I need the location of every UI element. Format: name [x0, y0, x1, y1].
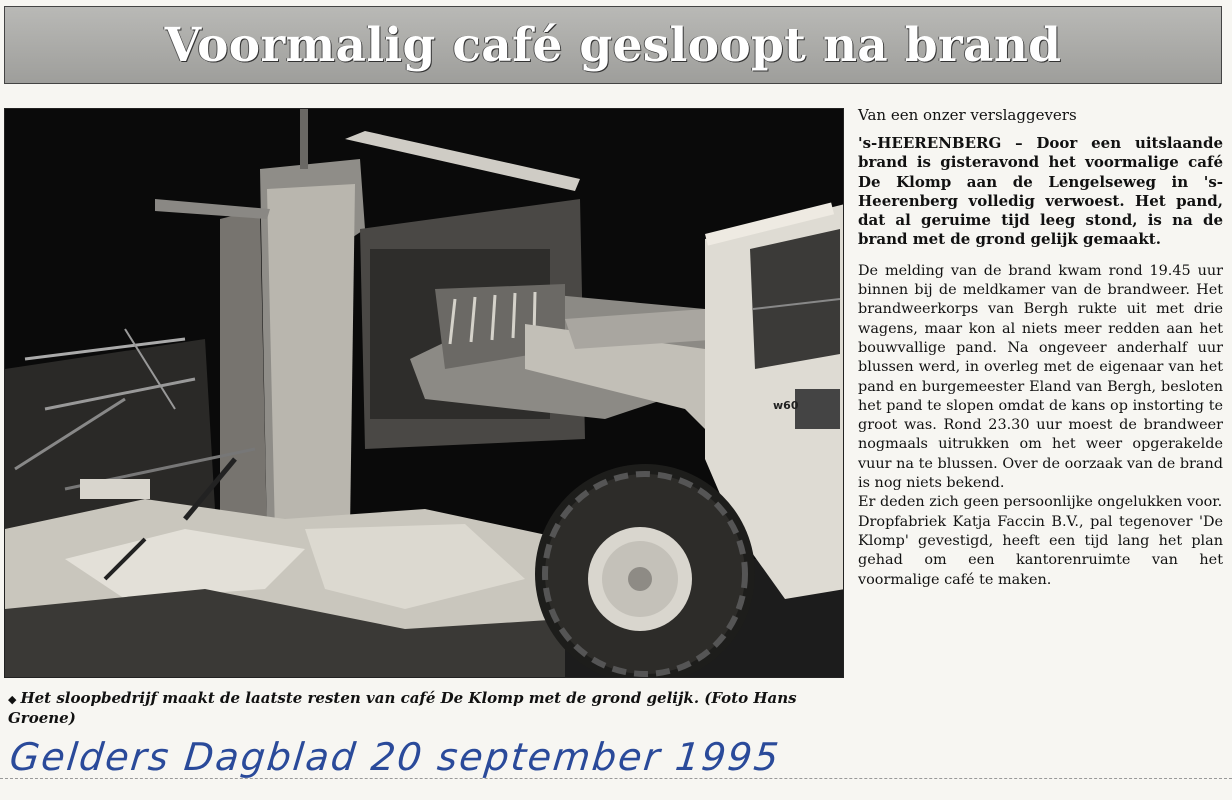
photo-caption	[8, 689, 848, 727]
headline: Voormalig café gesloopt na brand	[164, 17, 1062, 73]
body-paragraph: De melding van de brand kwam rond 19.45 uur binnen bij de meldkamer van de brandweer. Het brandweerkorps van Bergh rukte uit met drie wagens, maar kon al niets meer redden aan het bouwvallige pand. Na ongeveer anderhalf uur blussen werd, in overleg met de eigenaar van het pand en burgemeester Eland van Bergh, besloten het pand te slopen omdat de kans op instorting te groot was. Rond 23.30 uur moest de brandweer nogmaals uitrukken om het weer opgerakelde vuur na te blussen. Over de oorzaak van de brand is nog niets bekend.	[858, 262, 1223, 492]
article-column	[858, 106, 1223, 590]
handwritten-annotation	[7, 735, 783, 795]
caption-bullet-icon: ◆	[8, 693, 17, 706]
body-paragraph: Dropfabriek Katja Faccin B.V., pal tegenover 'De Klomp' gevestigd, heeft een tijd lang het plan gehad om een kantorenruimte van het voormalige café te maken.	[858, 513, 1223, 588]
dashed-divider	[0, 778, 1232, 779]
handwritten-source-date: Gelders Dagblad 20 september 1995	[7, 735, 783, 779]
headline-banner	[4, 6, 1222, 84]
demolition-scene-illustration	[5, 109, 844, 678]
body-paragraph: Er deden zich geen persoonlijke ongelukken voor.	[858, 494, 1223, 511]
loader-logo-text: w60	[773, 399, 799, 412]
caption-text: Het sloopbedrijf maakt de laatste resten van café De Klomp met de grond gelijk. (Foto Hans Groene)	[8, 689, 797, 727]
byline: Van een onzer verslaggevers	[858, 106, 1077, 124]
lead-paragraph: 's-HEERENBERG – Door een uitslaande brand is gisteravond het voormalige café De Klomp aan de Lengelseweg in 's-Heerenberg volledig verwoest. Het pand, dat al geruime tijd leeg stond, is na de brand met de grond gelijk gemaakt.	[858, 134, 1223, 249]
news-photo	[4, 108, 844, 678]
